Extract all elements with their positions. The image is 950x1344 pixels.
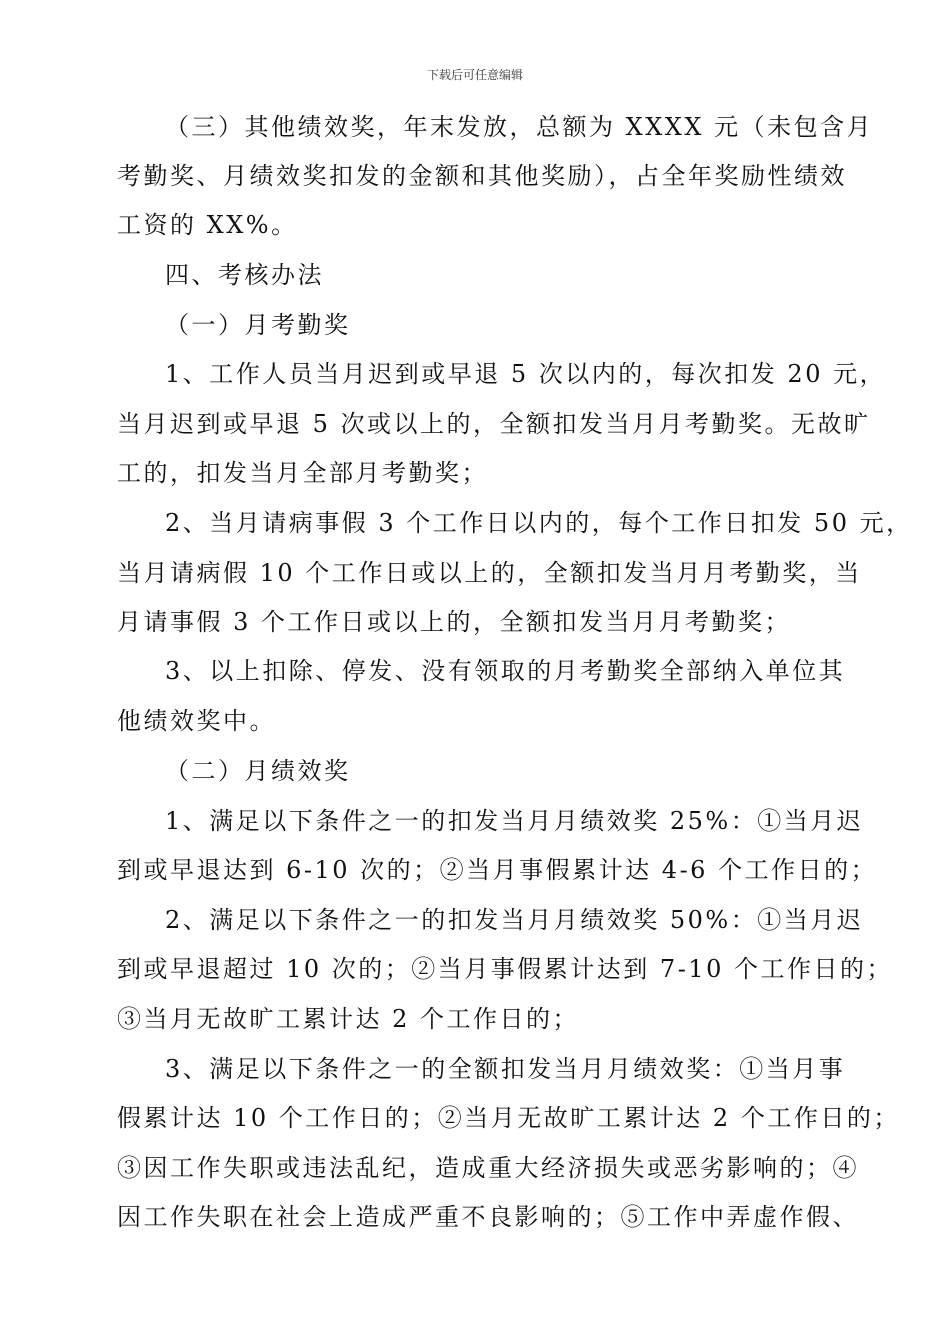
paragraph-line: 他绩效奖中。 xyxy=(117,707,276,735)
paragraph-line: （三）其他绩效奖，年末发放，总额为 XXXX 元（未包含月 xyxy=(165,113,874,141)
paragraph-line: 考勤奖、月绩效奖扣发的金额和其他奖励），占全年奖励性绩效 xyxy=(117,162,847,190)
paragraph-line: 1、满足以下条件之一的扣发当月月绩效奖 25%：①当月迟 xyxy=(165,807,864,835)
paragraph-line: 2、满足以下条件之一的扣发当月月绩效奖 50%：①当月迟 xyxy=(165,906,864,934)
paragraph-line: 到或早退超过 10 次的；②当月事假累计达到 7-10 个工作日的； xyxy=(117,955,893,983)
paragraph-line: 工的，扣发当月全部月考勤奖； xyxy=(117,459,488,487)
paragraph-line: ③因工作失职或违法乱纪，造成重大经济损失或恶劣影响的；④ xyxy=(117,1154,859,1182)
paragraph-line: 到或早退达到 6-10 次的；②当月事假累计达 4-6 个工作日的； xyxy=(117,856,878,884)
paragraph-line: ③当月无故旷工累计达 2 个工作日的； xyxy=(117,1005,580,1033)
subsection-heading: （一）月考勤奖 xyxy=(165,311,351,339)
paragraph-line: 因工作失职在社会上造成严重不良影响的；⑤工作中弄虚作假、 xyxy=(117,1203,859,1231)
paragraph-line: 工资的 XX%。 xyxy=(117,211,298,239)
paragraph-line: 2、当月请病事假 3 个工作日以内的，每个工作日扣发 50 元， xyxy=(165,509,913,537)
subsection-heading: （二）月绩效奖 xyxy=(165,757,351,785)
section-heading: 四、考核办法 xyxy=(165,261,324,289)
header-note: 下载后可任意编辑 xyxy=(426,68,523,82)
paragraph-line: 当月请病假 10 个工作日或以上的，全额扣发当月月考勤奖，当 xyxy=(117,559,862,587)
paragraph-line: 1、工作人员当月迟到或早退 5 次以内的，每次扣发 20 元， xyxy=(165,360,887,388)
paragraph-line: 3、满足以下条件之一的全额扣发当月月绩效奖：①当月事 xyxy=(165,1055,846,1083)
paragraph-line: 当月迟到或早退 5 次或以上的，全额扣发当月月考勤奖。无故旷 xyxy=(117,410,871,438)
paragraph-line: 3、以上扣除、停发、没有领取的月考勤奖全部纳入单位其 xyxy=(165,657,846,685)
paragraph-line: 假累计达 10 个工作日的；②当月无故旷工累计达 2 个工作日的； xyxy=(117,1104,900,1132)
paragraph-line: 月请事假 3 个工作日或以上的，全额扣发当月月考勤奖； xyxy=(117,608,792,636)
